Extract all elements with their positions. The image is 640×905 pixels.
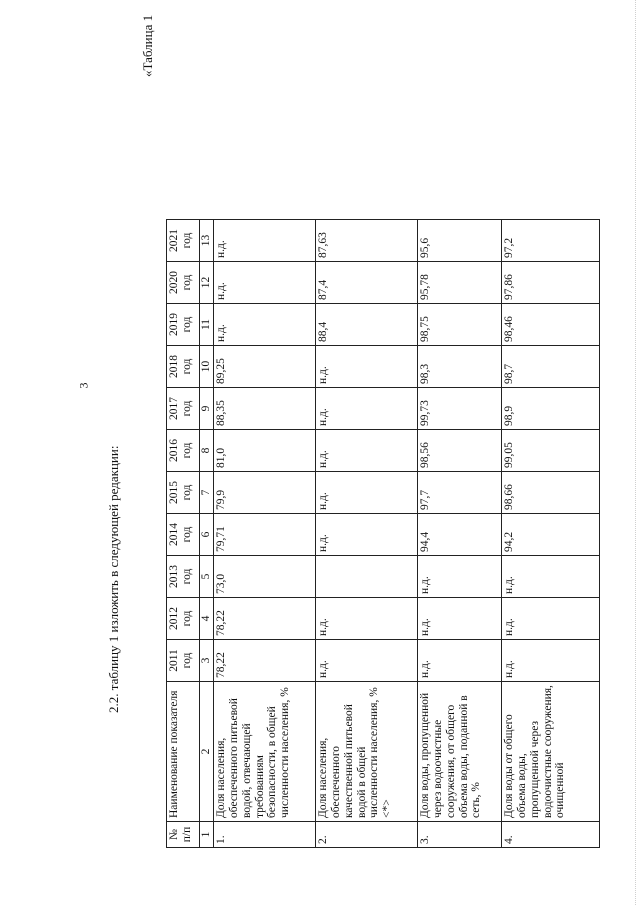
column-number: 10 — [200, 346, 214, 388]
value-cell: 79,71 — [213, 514, 315, 556]
value-cell: 79,9 — [213, 472, 315, 514]
header-cell: 2013 год — [167, 556, 200, 598]
value-cell: 98,7 — [501, 346, 599, 388]
value-cell: 78,22 — [213, 640, 315, 682]
header-cell: Наименование показателя — [167, 682, 200, 822]
header-cell: 2016 год — [167, 430, 200, 472]
value-cell — [315, 556, 417, 598]
value-cell: 98,56 — [417, 430, 501, 472]
column-number: 5 — [200, 556, 214, 598]
header-cell: 2012 год — [167, 598, 200, 640]
value-cell: 94,4 — [417, 514, 501, 556]
value-cell: 81,0 — [213, 430, 315, 472]
row-number: 1. — [213, 822, 315, 848]
value-cell: 98,9 — [501, 388, 599, 430]
row-number: 3. — [417, 822, 501, 848]
intro-text: 2.2. таблицу 1 изложить в следующей редакции: — [106, 445, 121, 713]
value-cell: 99,73 — [417, 388, 501, 430]
value-cell: н.д. — [417, 640, 501, 682]
value-cell: н.д. — [315, 472, 417, 514]
table-row — [417, 220, 501, 848]
value-cell: 87,4 — [315, 262, 417, 304]
value-cell: 98,46 — [501, 304, 599, 346]
value-cell: н.д. — [213, 304, 315, 346]
value-cell: н.д. — [315, 430, 417, 472]
row-number: 2. — [315, 822, 417, 848]
header-cell: 2015 год — [167, 472, 200, 514]
column-number: 3 — [200, 640, 214, 682]
value-cell: 98,3 — [417, 346, 501, 388]
header-cell: № п/п — [167, 822, 200, 848]
value-cell: 73,0 — [213, 556, 315, 598]
header-cell: 2019 год — [167, 304, 200, 346]
indicators-table — [166, 219, 600, 848]
column-number: 7 — [200, 472, 214, 514]
value-cell: н.д. — [213, 262, 315, 304]
value-cell: 87,63 — [315, 220, 417, 262]
value-cell: 89,25 — [213, 346, 315, 388]
column-number: 13 — [200, 220, 214, 262]
indicator-name: Доля населения, обеспеченного питьевой водой, отвечающей требованиям безопасности, в общей численности населения, % — [213, 682, 315, 822]
value-cell: н.д. — [315, 598, 417, 640]
column-number: 12 — [200, 262, 214, 304]
value-cell: 97,2 — [501, 220, 599, 262]
value-cell: н.д. — [417, 556, 501, 598]
value-cell: н.д. — [417, 598, 501, 640]
value-cell: 97,7 — [417, 472, 501, 514]
column-number: 6 — [200, 514, 214, 556]
column-number: 4 — [200, 598, 214, 640]
value-cell: 78,22 — [213, 598, 315, 640]
value-cell: н.д. — [501, 598, 599, 640]
column-number: 1 — [200, 822, 214, 848]
table-caption: «Таблица 1 — [140, 14, 155, 77]
value-cell: 94,2 — [501, 514, 599, 556]
value-cell: н.д. — [315, 388, 417, 430]
column-number: 2 — [200, 682, 214, 822]
value-cell: 97,86 — [501, 262, 599, 304]
header-cell: 2018 год — [167, 346, 200, 388]
header-cell: 2011 год — [167, 640, 200, 682]
value-cell: 98,75 — [417, 304, 501, 346]
table-row — [213, 220, 315, 848]
value-cell: н.д. — [315, 640, 417, 682]
table-row — [315, 220, 417, 848]
value-cell: 99,05 — [501, 430, 599, 472]
header-cell: 2017 год — [167, 388, 200, 430]
header-row — [167, 220, 200, 848]
column-number-row — [200, 220, 214, 848]
column-number: 8 — [200, 430, 214, 472]
header-cell: 2014 год — [167, 514, 200, 556]
value-cell: н.д. — [501, 640, 599, 682]
column-number: 11 — [200, 304, 214, 346]
column-number: 9 — [200, 388, 214, 430]
header-cell: 2020 год — [167, 262, 200, 304]
table-row — [501, 220, 599, 848]
indicator-name: Доля воды, пропущенной через водоочистные сооружения, от общего объема воды, поданной в сеть, % — [417, 682, 501, 822]
value-cell: н.д. — [315, 514, 417, 556]
value-cell: н.д. — [315, 346, 417, 388]
page-number: 3 — [76, 382, 91, 389]
row-number: 4. — [501, 822, 599, 848]
value-cell: н.д. — [213, 220, 315, 262]
value-cell: 88,4 — [315, 304, 417, 346]
value-cell: 98,66 — [501, 472, 599, 514]
value-cell: 95,6 — [417, 220, 501, 262]
value-cell: н.д. — [501, 556, 599, 598]
indicator-name: Доля населения, обеспеченного качественной питьевой водой в общей численности населения, % <*> — [315, 682, 417, 822]
value-cell: 88,35 — [213, 388, 315, 430]
value-cell: 95,78 — [417, 262, 501, 304]
header-cell: 2021 год — [167, 220, 200, 262]
indicator-name: Доля воды от общего объема воды, пропущенной через водоочистные сооружения, очищенной — [501, 682, 599, 822]
